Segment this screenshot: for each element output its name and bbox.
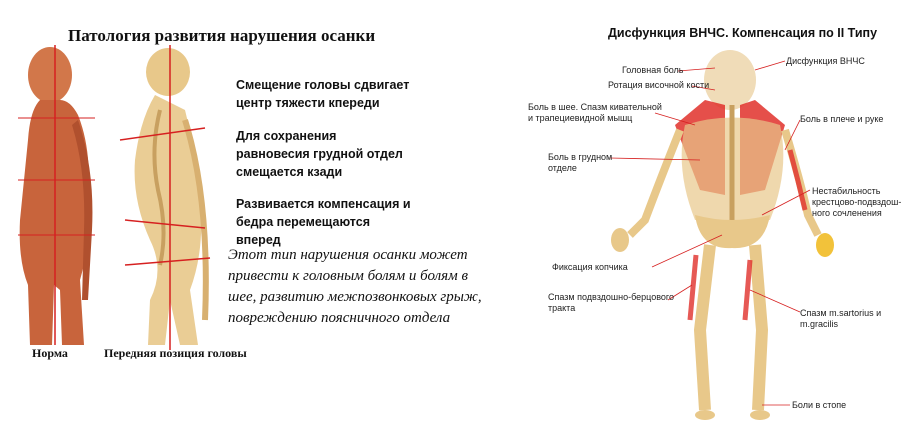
label-si-instability: Нестабильность крестцово-подвздош- ного сочленения	[812, 186, 902, 218]
label-it-tract-spasm: Спазм подвздошно-берцового тракта	[548, 292, 674, 313]
note-head-shift: Смещение головы сдвигает центр тяжести кпереди	[236, 78, 410, 110]
left-title: Патология развития нарушения осанки	[68, 26, 376, 45]
label-headache: Головная боль	[622, 65, 684, 75]
normal-posture-figure	[18, 45, 95, 345]
right-title: Дисфункция ВНЧС. Компенсация по II Типу	[608, 26, 878, 40]
caption-forward-head: Передняя позиция головы	[104, 346, 247, 360]
conclusion-text: Этот тип нарушения осанки может привести к головным болям и болям в шее, развитию межпозвонковых грыж, повреждению поясничного отдела	[228, 247, 482, 326]
label-tmj-dysfunction: Дисфункция ВНЧС	[786, 56, 865, 66]
label-coccyx-fixation: Фиксация копчика	[552, 262, 628, 272]
right-panel	[500, 0, 923, 437]
label-temporal-rotation: Ротация височной кости	[608, 80, 710, 90]
label-thoracic-pain: Боль в грудном отделе	[548, 152, 613, 173]
label-neck-pain: Боль в шее. Спазм кивательной и трапециевидной мышц	[528, 102, 662, 123]
forward-head-skeleton	[120, 45, 210, 350]
note-hips: Развивается компенсация и бедра перемещаются вперед	[236, 197, 411, 247]
label-shoulder-pain: Боль в плече и руке	[800, 114, 884, 124]
caption-norm: Норма	[32, 346, 68, 360]
note-thoracic: Для сохранения равновесия грудной отдел смещается кзади	[236, 129, 403, 179]
label-foot-pain: Боли в стопе	[792, 400, 847, 410]
label-sartorius-gracilis: Спазм m.sartorius и m.gracilis	[800, 308, 882, 329]
